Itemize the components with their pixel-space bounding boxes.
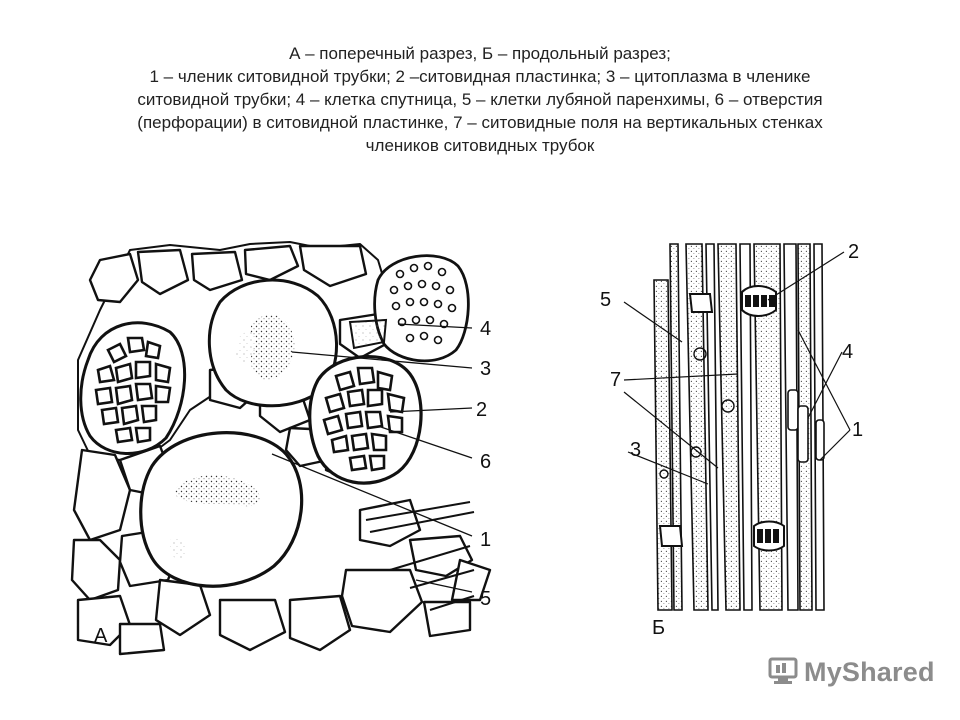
callout-label-4-b: 4 (842, 341, 854, 363)
longitudinal-section-figure (590, 230, 890, 650)
callout-label-6: 6 (480, 451, 492, 473)
figure-caption (70, 42, 890, 157)
sieve-plate-left (81, 323, 185, 454)
watermark-text: MyShared (804, 656, 935, 687)
myshared-watermark (768, 654, 935, 690)
caption-line: (перфорации) в ситовидной пластинке, 7 – ситовидные поля на вертикальных стенках (137, 113, 823, 132)
callout-label-5: 5 (480, 588, 492, 610)
section-label-a: А (94, 625, 108, 647)
cross-section-drawing (60, 240, 530, 660)
callout-label-5-b: 5 (600, 289, 612, 311)
caption-line: А – поперечный разрез, Б – продольный разрез; (289, 44, 671, 63)
callout-label-2-b: 2 (848, 241, 860, 263)
caption-line: ситовидной трубки; 4 – клетка спутница, 5 – клетки лубяной паренхимы, 6 – отверстия (137, 90, 823, 109)
cross-section-figure (60, 240, 530, 660)
callout-label-1: 1 (480, 529, 492, 551)
caption-line: 1 – членик ситовидной трубки; 2 –ситовидная пластинка; 3 – цитоплазма в членике (149, 67, 811, 86)
callout-label-3-b: 3 (630, 439, 642, 461)
caption-line: члеников ситовидных трубок (365, 136, 595, 155)
sieve-plate-top (375, 256, 469, 361)
callout-label-7-b: 7 (610, 369, 622, 391)
section-label-b: Б (652, 617, 666, 639)
sieve-plate-right (310, 357, 421, 484)
callout-label-4: 4 (480, 318, 492, 340)
callout-label-3: 3 (480, 358, 492, 380)
callout-label-2: 2 (476, 399, 488, 421)
longitudinal-section-drawing (590, 230, 890, 650)
callout-label-1-b: 1 (852, 419, 864, 441)
myshared-logo-icon (768, 655, 798, 690)
